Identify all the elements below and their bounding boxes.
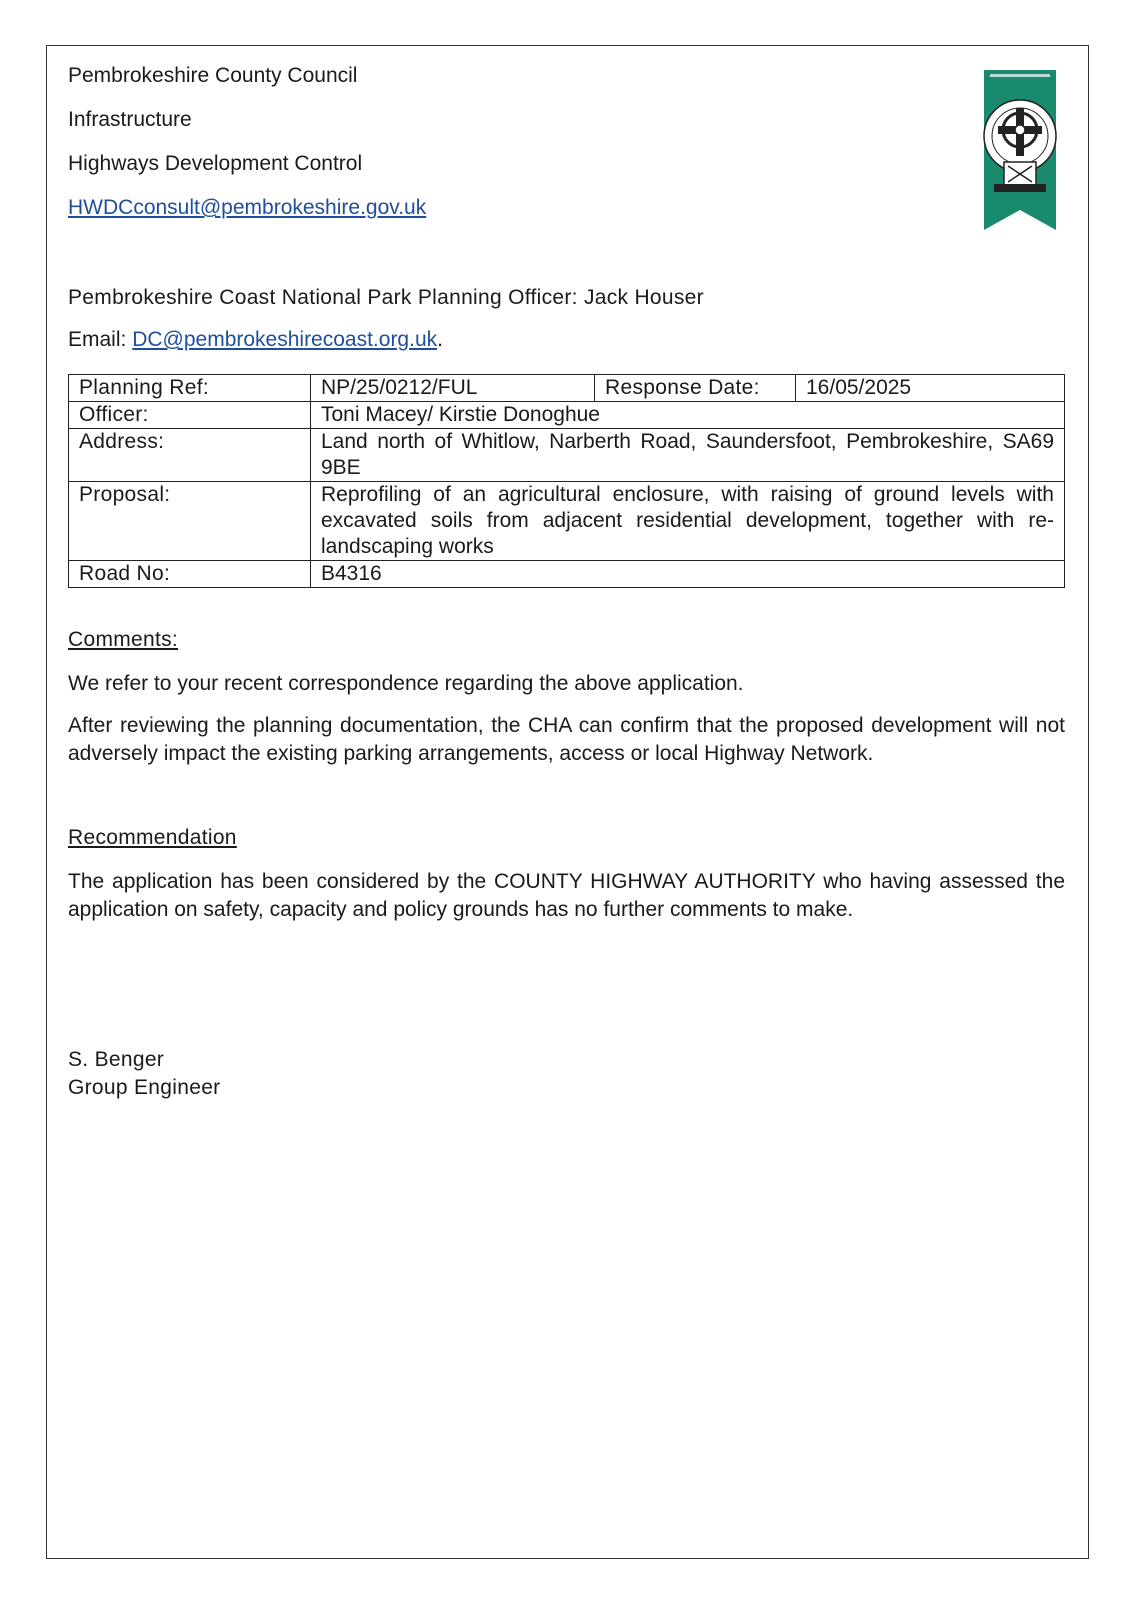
response-date-label: Response Date: xyxy=(595,375,796,402)
recommendation-paragraph: The application has been considered by the COUNTY HIGHWAY AUTHORITY who having assessed the application on safety, capacity and policy grounds has no further comments to make. xyxy=(68,870,1065,921)
comments-paragraph-2: After reviewing the planning documentation, the CHA can confirm that the proposed development will not adversely impact the existing parking arrangements, access or local Highway Network. xyxy=(68,714,1065,765)
signatory-name: S. Benger xyxy=(68,1048,165,1071)
recipient-officer: Pembrokeshire Coast National Park Planning Officer: Jack Houser xyxy=(68,286,704,309)
unit-name: Highways Development Control xyxy=(68,152,363,175)
park-email-link[interactable]: DC@pembrokeshirecoast.org.uk xyxy=(132,328,438,351)
page-border xyxy=(46,45,1089,1559)
response-date-value: 16/05/2025 xyxy=(796,375,1065,402)
officer-value: Toni Macey/ Kirstie Donoghue xyxy=(311,402,1065,429)
council-logo xyxy=(980,70,1060,236)
planning-ref-label: Planning Ref: xyxy=(69,375,311,402)
road-no-label: Road No: xyxy=(69,561,311,588)
department: Infrastructure xyxy=(68,108,192,131)
table-row xyxy=(69,429,1065,482)
recommendation-heading: Recommendation xyxy=(68,826,237,849)
email-suffix: . xyxy=(437,328,443,351)
details-table xyxy=(68,374,1065,588)
proposal-label: Proposal: xyxy=(69,482,311,561)
signature-block xyxy=(68,1046,220,1102)
officer-label: Officer: xyxy=(69,402,311,429)
proposal-value: Reprofiling of an agricultural enclosure, with raising of ground levels with excavated soils from adjacent residential development, together with re-landscaping works xyxy=(311,482,1065,561)
table-row xyxy=(69,375,1065,402)
address-value: Land north of Whitlow, Narberth Road, Saundersfoot, Pembrokeshire, SA69 9BE xyxy=(311,429,1065,482)
council-email-link[interactable]: HWDCconsult@pembrokeshire.gov.uk xyxy=(68,196,427,219)
table-row xyxy=(69,482,1065,561)
email-label: Email: xyxy=(68,328,133,351)
org-name: Pembrokeshire County Council xyxy=(68,64,358,87)
table-row xyxy=(69,402,1065,429)
table-row xyxy=(69,561,1065,588)
signatory-role: Group Engineer xyxy=(68,1076,221,1099)
recipient-email-line xyxy=(68,328,443,352)
planning-ref-value: NP/25/0212/FUL xyxy=(311,375,595,402)
comments-heading: Comments: xyxy=(68,628,179,651)
comments-paragraph-1: We refer to your recent correspondence regarding the above application. xyxy=(68,672,744,695)
address-label: Address: xyxy=(69,429,311,482)
road-no-value: B4316 xyxy=(311,561,1065,588)
header-block xyxy=(68,62,1066,222)
